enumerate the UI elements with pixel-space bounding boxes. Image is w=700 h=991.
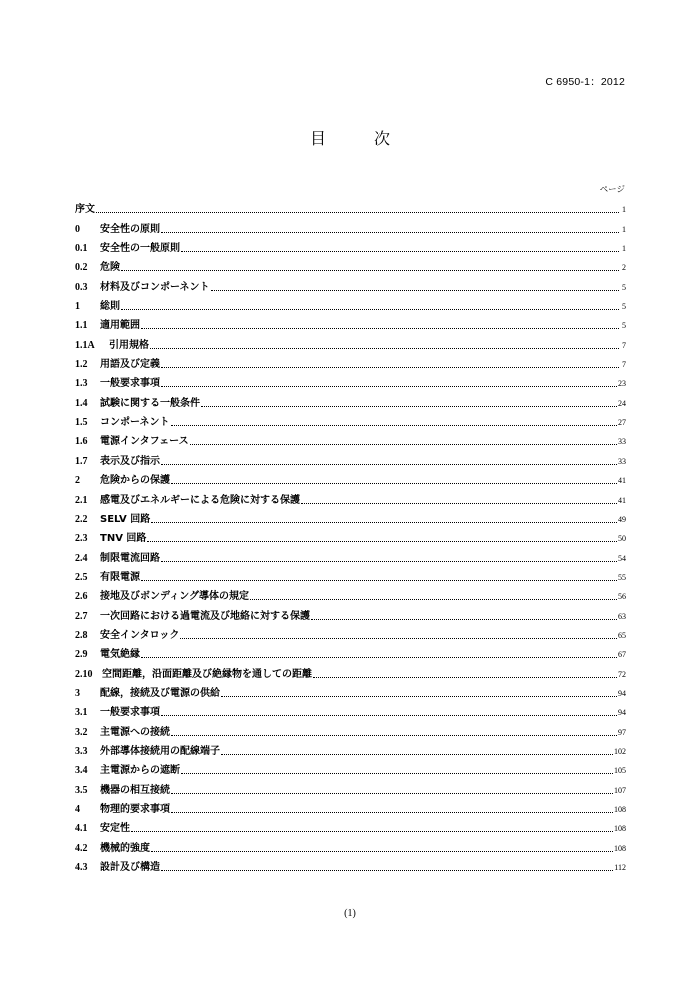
dot-leader: [131, 831, 613, 832]
toc-entry[interactable]: [75, 526, 626, 545]
toc-entry-number: 3.1: [75, 707, 88, 719]
dot-leader: [121, 270, 619, 271]
toc-entry-title: 主電源への接続: [100, 726, 170, 738]
toc-entry-number: 0.3: [75, 281, 88, 293]
toc-entry-title: 序文: [75, 204, 95, 216]
toc-entry-page: 1: [622, 244, 626, 254]
dot-leader: [180, 638, 617, 639]
toc-entry-title: 安全性の原則: [100, 223, 160, 235]
toc-entry-page: 112: [614, 863, 626, 873]
toc-entry-title: 感電及びエネルギーによる危険に対する保護: [100, 494, 300, 506]
toc-entry[interactable]: [75, 855, 626, 874]
dot-leader: [201, 406, 617, 407]
page-number: (1): [344, 908, 356, 919]
dot-leader: [171, 735, 617, 736]
toc-entry[interactable]: [75, 507, 626, 526]
toc-entry-page: 102: [614, 746, 626, 756]
toc-entry-number: 2.4: [75, 552, 88, 564]
toc-entry[interactable]: [75, 584, 626, 603]
toc-entry-title: 材料及びコンポーネント: [100, 281, 210, 293]
toc-entry-number: 3.4: [75, 765, 88, 777]
page-title: 目 次: [309, 129, 406, 148]
dot-leader: [161, 561, 617, 562]
toc-entry-title: 配線，接続及び電源の供給: [100, 687, 220, 699]
toc-entry-title: 引用規格: [109, 339, 149, 351]
toc-entry[interactable]: [75, 468, 626, 487]
toc-entry-page: 33: [618, 437, 626, 447]
toc-entry-title: 総則: [100, 301, 120, 313]
toc-entry-page: 65: [618, 630, 626, 640]
toc-entry-page: 49: [618, 514, 626, 524]
toc-entry[interactable]: [75, 603, 626, 622]
toc-entry[interactable]: [75, 623, 626, 642]
toc-entry-number: 3.5: [75, 784, 88, 796]
toc-entry[interactable]: [75, 797, 626, 816]
dot-leader: [313, 677, 617, 678]
dot-leader: [161, 367, 619, 368]
toc-entry[interactable]: [75, 371, 626, 390]
dot-leader: [221, 696, 617, 697]
toc-entry-number: 2.7: [75, 610, 88, 622]
dot-leader: [161, 232, 619, 233]
toc-entry-page: 107: [614, 785, 626, 795]
toc-entry-number: 2.9: [75, 649, 88, 661]
table-of-contents: [75, 197, 626, 874]
toc-entry-number: 1.3: [75, 378, 88, 390]
toc-entry-page: 50: [618, 534, 626, 544]
toc-entry[interactable]: [75, 700, 626, 719]
toc-entry-title: SELV 回路: [100, 513, 151, 525]
toc-entry-page: 5: [622, 302, 626, 312]
toc-entry-number: 1: [75, 301, 80, 313]
toc-entry[interactable]: [75, 313, 626, 332]
toc-entry-title: 用語及び定義: [100, 359, 160, 371]
toc-entry-number: 1.2: [75, 359, 88, 371]
toc-entry-number: 2.2: [75, 513, 88, 525]
toc-entry-page: 94: [618, 688, 626, 698]
toc-entry-title: 一般要求事項: [100, 707, 160, 719]
dot-leader: [190, 444, 617, 445]
toc-entry[interactable]: [75, 816, 626, 835]
toc-entry[interactable]: [75, 681, 626, 700]
toc-entry-title: 機械的強度: [100, 842, 150, 854]
toc-entry-number: 2.5: [75, 571, 88, 583]
dot-leader: [181, 773, 613, 774]
toc-entry-number: 2: [75, 475, 80, 487]
toc-entry-page: 41: [618, 476, 626, 486]
toc-entry-title: 危険からの保護: [100, 475, 170, 487]
toc-entry-number: 4.1: [75, 823, 88, 835]
dot-leader: [181, 251, 619, 252]
toc-entry[interactable]: [75, 661, 626, 680]
toc-entry-page: 23: [618, 379, 626, 389]
toc-entry[interactable]: [75, 758, 626, 777]
toc-entry[interactable]: [75, 448, 626, 467]
toc-entry-title: 主電源からの遮断: [100, 765, 180, 777]
toc-entry-number: 1.6: [75, 436, 88, 448]
toc-entry-page: 7: [622, 360, 626, 370]
toc-entry-page: 105: [614, 766, 626, 776]
toc-entry[interactable]: [75, 487, 626, 506]
dot-leader: [150, 348, 619, 349]
toc-entry-page: 24: [618, 398, 626, 408]
dot-leader: [171, 812, 613, 813]
dot-leader: [96, 212, 619, 213]
dot-leader: [171, 793, 613, 794]
dot-leader: [221, 754, 613, 755]
toc-entry-number: 1.1: [75, 320, 88, 332]
toc-entry[interactable]: [75, 332, 626, 351]
toc-entry-title: 危険: [100, 262, 120, 274]
document-code: C 6950-1：2012: [545, 76, 625, 88]
toc-entry-title: 制限電流回路: [100, 552, 160, 564]
toc-entry-title: 安全性の一般原則: [100, 243, 180, 255]
toc-entry-number: 1.1A: [75, 339, 95, 351]
toc-entry[interactable]: [75, 739, 626, 758]
toc-entry[interactable]: [75, 565, 626, 584]
dot-leader: [121, 309, 619, 310]
toc-entry-number: 0.1: [75, 243, 88, 255]
toc-entry-number: 3.2: [75, 726, 88, 738]
toc-entry[interactable]: [75, 545, 626, 564]
toc-entry-title: 接地及びボンディング導体の規定: [100, 591, 249, 603]
toc-entry-page: 67: [618, 650, 626, 660]
toc-entry-title: 一次回路における過電流及び地絡に対する保護: [100, 610, 310, 622]
toc-entry[interactable]: [75, 777, 626, 796]
toc-entry-title: 設計及び構造: [100, 862, 160, 874]
toc-entry[interactable]: [75, 429, 626, 448]
toc-entry[interactable]: [75, 410, 626, 429]
toc-entry-page: 27: [618, 418, 626, 428]
toc-entry-page: 97: [618, 727, 626, 737]
toc-entry-number: 3.3: [75, 745, 88, 757]
toc-entry-page: 33: [618, 456, 626, 466]
toc-entry-title: 一般要求事項: [100, 378, 160, 390]
dot-leader: [141, 328, 619, 329]
toc-entry-number: 2.1: [75, 494, 88, 506]
toc-entry[interactable]: [75, 642, 626, 661]
toc-entry-number: 0: [75, 223, 80, 235]
dot-leader: [161, 386, 617, 387]
toc-entry-title: 電気絶縁: [100, 649, 140, 661]
toc-entry-title: 物理的要求事項: [100, 804, 170, 815]
toc-entry-page: 108: [614, 805, 626, 814]
page-column-label: ページ: [599, 185, 625, 195]
toc-entry-page: 5: [622, 321, 626, 331]
dot-leader: [141, 580, 617, 581]
toc-entry-title: 機器の相互接続: [100, 784, 170, 796]
dot-leader: [161, 464, 617, 465]
dot-leader: [161, 870, 613, 871]
toc-entry-number: 4.2: [75, 842, 88, 854]
toc-entry-number: 2.8: [75, 629, 88, 641]
toc-entry-title: 安定性: [100, 823, 130, 835]
dot-leader: [301, 503, 617, 504]
toc-entry-number: 2.6: [75, 591, 88, 603]
dot-leader: [151, 522, 617, 523]
toc-entry-page: 108: [614, 824, 626, 834]
toc-entry-number: 0.2: [75, 262, 88, 274]
dot-leader: [151, 851, 613, 852]
toc-entry[interactable]: [75, 719, 626, 738]
toc-entry[interactable]: [75, 294, 626, 313]
toc-entry[interactable]: [75, 197, 626, 216]
toc-entry-page: 63: [618, 611, 626, 621]
dot-leader: [161, 715, 617, 716]
toc-entry-title: 安全インタロック: [100, 629, 180, 641]
toc-entry-title: 電源インタフェース: [100, 436, 189, 448]
toc-entry-title: 試験に関する一般条件: [100, 397, 200, 409]
toc-entry-number: 4.3: [75, 862, 88, 874]
toc-entry-title: TNV 回路: [100, 533, 147, 545]
toc-entry-number: 3: [75, 687, 80, 699]
toc-entry-page: 7: [622, 340, 626, 350]
toc-entry-title: 空間距離，沿面距離及び絶縁物を通しての距離: [102, 668, 312, 680]
toc-entry-page: 55: [618, 572, 626, 582]
toc-entry-number: 4: [75, 804, 80, 815]
toc-entry[interactable]: [75, 236, 626, 255]
toc-entry-page: 56: [618, 592, 626, 602]
dot-leader: [211, 290, 620, 291]
toc-entry-page: 94: [618, 708, 626, 718]
toc-entry-number: 1.7: [75, 455, 88, 467]
toc-entry-number: 2.3: [75, 533, 88, 545]
toc-entry-title: コンポーネント: [100, 417, 170, 429]
toc-entry[interactable]: [75, 352, 626, 371]
toc-entry-title: 適用範囲: [100, 320, 140, 332]
toc-entry[interactable]: [75, 835, 626, 854]
dot-leader: [250, 599, 617, 600]
toc-entry-page: 108: [614, 843, 626, 853]
dot-leader: [171, 425, 618, 426]
dot-leader: [171, 483, 617, 484]
toc-entry[interactable]: [75, 390, 626, 409]
dot-leader: [311, 619, 617, 620]
toc-entry-page: 54: [618, 553, 626, 563]
toc-entry-page: 1: [622, 205, 626, 215]
dot-leader: [141, 657, 617, 658]
toc-entry-page: 1: [622, 224, 626, 234]
toc-entry-page: 2: [622, 263, 626, 273]
toc-entry-title: 外部導体接続用の配線端子: [100, 745, 220, 757]
toc-entry[interactable]: [75, 274, 626, 293]
toc-entry-number: 2.10: [75, 668, 93, 680]
toc-entry-page: 72: [618, 669, 626, 679]
toc-entry-title: 有限電源: [100, 571, 140, 583]
toc-entry[interactable]: [75, 255, 626, 274]
dot-leader: [147, 541, 617, 542]
toc-entry-number: 1.5: [75, 417, 88, 429]
toc-entry[interactable]: [75, 216, 626, 235]
toc-entry-page: 5: [622, 282, 626, 292]
toc-entry-number: 1.4: [75, 397, 88, 409]
toc-entry-page: 41: [618, 495, 626, 505]
toc-entry-title: 表示及び指示: [100, 455, 160, 467]
